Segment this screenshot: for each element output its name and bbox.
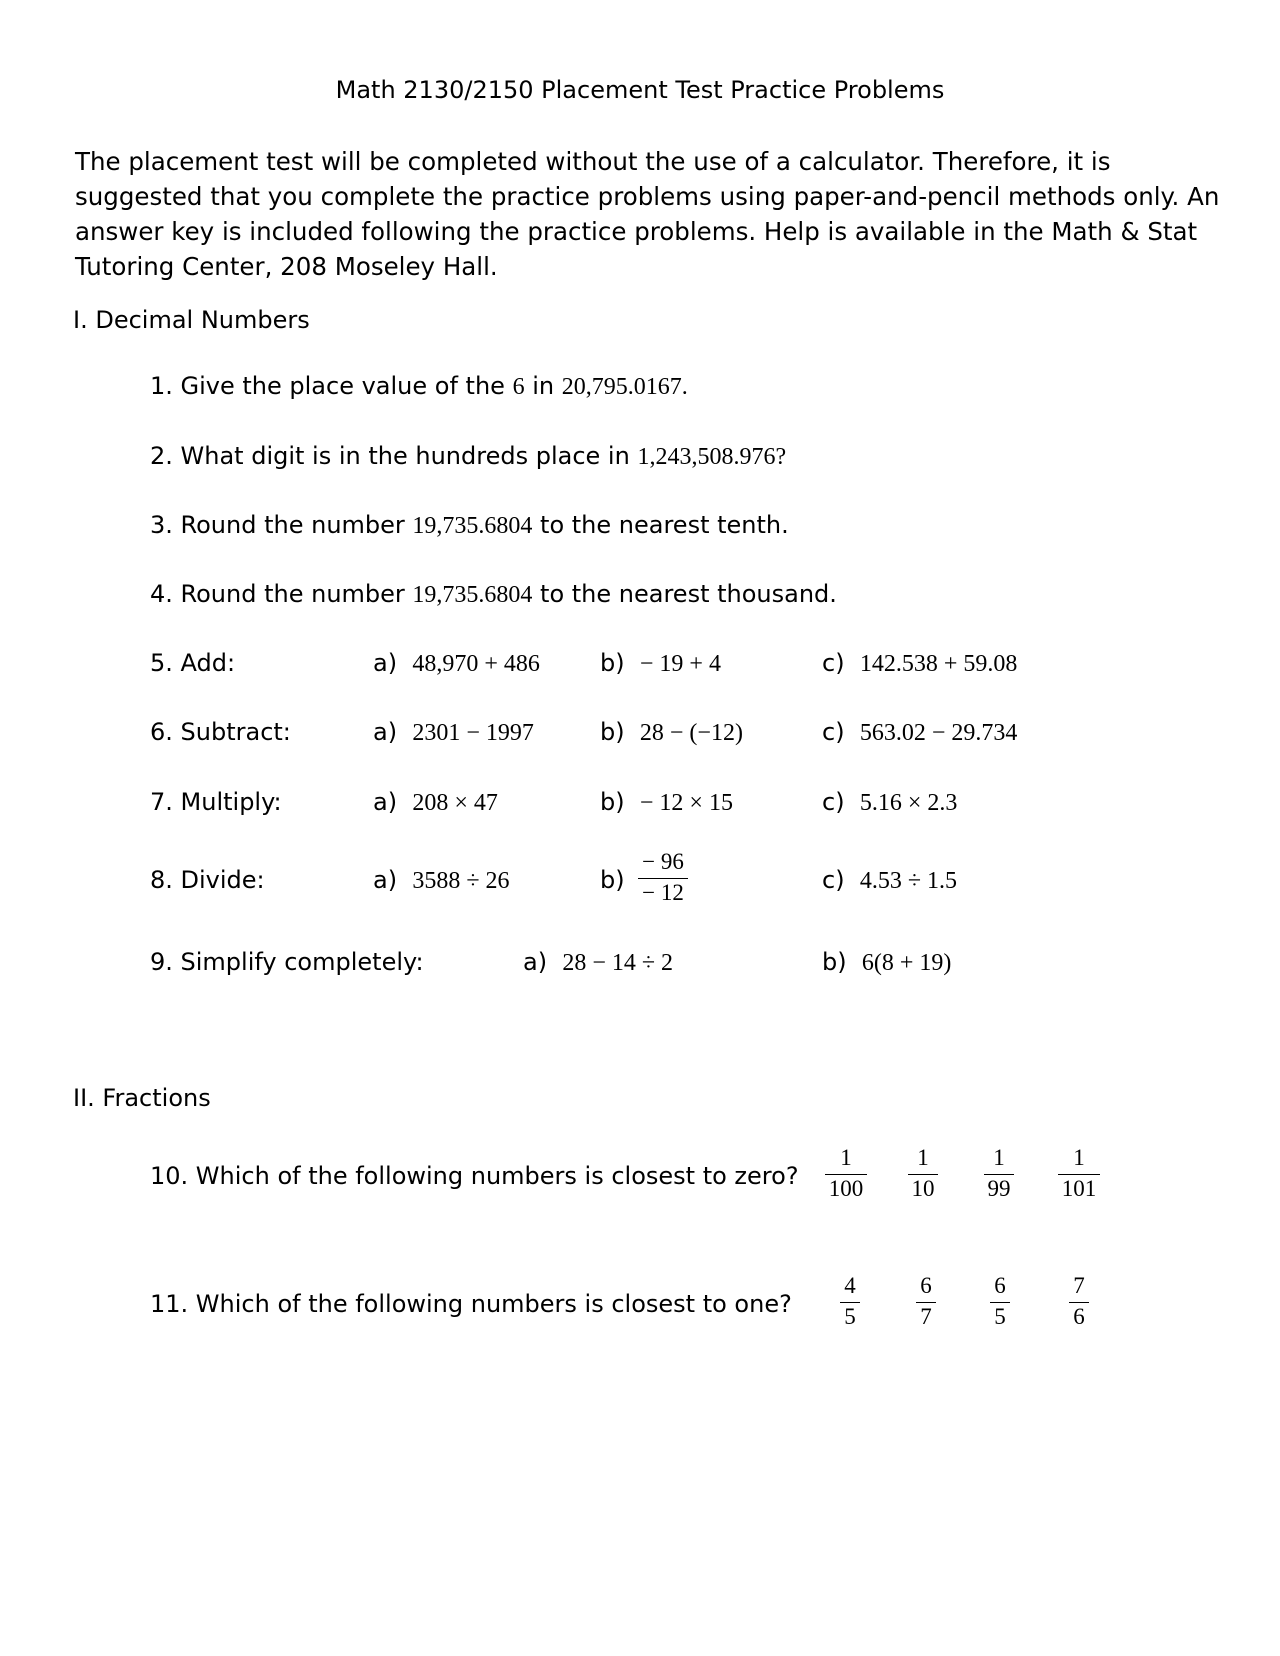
question-4-number: 19,735.6804 bbox=[412, 582, 533, 608]
question-7b bbox=[600, 788, 733, 817]
question-5c-expr: 142.538 + 59.08 bbox=[859, 651, 1018, 677]
question-5b-expr: − 19 + 4 bbox=[639, 651, 721, 677]
question-10-fraction-1 bbox=[825, 1144, 867, 1203]
question-8b-fraction bbox=[638, 848, 688, 907]
part-b-label: b) bbox=[600, 649, 625, 677]
question-8-label: 8. Divide: bbox=[150, 866, 265, 894]
question-7b-expr: − 12 × 15 bbox=[639, 790, 733, 816]
fraction-numerator: 6 bbox=[994, 1273, 1006, 1298]
question-10-fraction-3 bbox=[984, 1144, 1014, 1203]
part-a-label: a) bbox=[373, 649, 398, 677]
question-1 bbox=[150, 372, 688, 401]
question-11-text: 11. Which of the following numbers is closest to one? bbox=[150, 1290, 792, 1318]
question-7c bbox=[822, 788, 957, 817]
part-b-label: b) bbox=[600, 718, 625, 746]
question-10-fraction-4 bbox=[1058, 1144, 1100, 1203]
part-b-label: b) bbox=[822, 948, 847, 976]
question-3 bbox=[150, 511, 789, 540]
question-11-fraction-3 bbox=[990, 1272, 1010, 1331]
fraction-numerator: 1 bbox=[840, 1145, 852, 1170]
part-a-label: a) bbox=[523, 948, 548, 976]
question-9a bbox=[523, 948, 673, 977]
question-8a bbox=[373, 866, 510, 895]
question-8a-expr: 3588 ÷ 26 bbox=[412, 868, 510, 894]
question-10-fraction-2 bbox=[908, 1144, 938, 1203]
fraction-denominator: 5 bbox=[994, 1304, 1006, 1329]
part-c-label: c) bbox=[822, 788, 845, 816]
fraction-denominator: 7 bbox=[920, 1304, 932, 1329]
question-5c bbox=[822, 649, 1017, 678]
question-2-number: 1,243,508.976 bbox=[637, 444, 776, 470]
section-decimal-numbers: I. Decimal Numbers bbox=[73, 306, 310, 334]
question-4-text: 4. Round the number bbox=[150, 580, 413, 608]
question-9-label: 9. Simplify completely: bbox=[150, 948, 424, 976]
question-1-text: 1. Give the place value of the bbox=[150, 372, 513, 400]
fraction-denominator: 99 bbox=[987, 1176, 1011, 1201]
question-6a bbox=[373, 718, 534, 747]
part-a-label: a) bbox=[373, 788, 398, 816]
question-4-suffix: to the nearest thousand. bbox=[532, 580, 837, 608]
fraction-numerator: 7 bbox=[1073, 1273, 1085, 1298]
fraction-numerator: 1 bbox=[917, 1145, 929, 1170]
question-11-fraction-1 bbox=[840, 1272, 860, 1331]
question-9a-expr: 28 − 14 ÷ 2 bbox=[562, 950, 674, 976]
question-6a-expr: 2301 − 1997 bbox=[412, 720, 534, 746]
question-6-label: 6. Subtract: bbox=[150, 718, 291, 746]
question-7c-expr: 5.16 × 2.3 bbox=[859, 790, 958, 816]
question-7a-expr: 208 × 47 bbox=[412, 790, 498, 816]
question-1-number: 20,795.0167 bbox=[561, 374, 682, 400]
question-6b bbox=[600, 718, 743, 747]
fraction-numerator: − 96 bbox=[642, 849, 684, 874]
part-c-label: c) bbox=[822, 649, 845, 677]
question-6c-expr: 563.02 − 29.734 bbox=[859, 720, 1018, 746]
question-7-label: 7. Multiply: bbox=[150, 788, 282, 816]
intro-paragraph: The placement test will be completed without the use of a calculator. Therefore, it is suggested that you complete the practice problems using paper-and-pencil methods only. An answer key is included following the practice problems. Help is available in the Math & Stat Tutoring Center, 208 Moseley Hall. bbox=[75, 147, 1220, 281]
fraction-numerator: 1 bbox=[993, 1145, 1005, 1170]
question-10-text: 10. Which of the following numbers is closest to zero? bbox=[150, 1162, 799, 1190]
part-c-label: c) bbox=[822, 718, 845, 746]
fraction-denominator: 6 bbox=[1073, 1304, 1085, 1329]
section-fractions: II. Fractions bbox=[73, 1084, 211, 1112]
question-11-fraction-4 bbox=[1069, 1272, 1089, 1331]
question-9b-expr: 6(8 + 19) bbox=[861, 950, 952, 976]
question-7a bbox=[373, 788, 498, 817]
question-1-digit: 6 bbox=[512, 374, 525, 400]
question-3-number: 19,735.6804 bbox=[412, 513, 533, 539]
question-1-period: . bbox=[681, 374, 688, 400]
question-11-fraction-2 bbox=[916, 1272, 936, 1331]
fraction-denominator: − 12 bbox=[642, 880, 684, 905]
fraction-denominator: 5 bbox=[844, 1304, 856, 1329]
question-5a-expr: 48,970 + 486 bbox=[412, 651, 540, 677]
page-title: Math 2130/2150 Placement Test Practice Problems bbox=[335, 76, 945, 104]
question-1-in: in bbox=[524, 372, 562, 400]
fraction-numerator: 6 bbox=[920, 1273, 932, 1298]
question-5a bbox=[373, 649, 540, 678]
part-a-label: a) bbox=[373, 718, 398, 746]
fraction-denominator: 10 bbox=[911, 1176, 935, 1201]
fraction-denominator: 100 bbox=[828, 1176, 864, 1201]
part-c-label: c) bbox=[822, 866, 845, 894]
question-3-suffix: to the nearest tenth. bbox=[532, 511, 789, 539]
fraction-numerator: 1 bbox=[1073, 1145, 1085, 1170]
question-8b-label: b) bbox=[600, 866, 625, 894]
question-9b bbox=[822, 948, 951, 977]
question-2 bbox=[150, 442, 786, 471]
question-2-text: 2. What digit is in the hundreds place in bbox=[150, 442, 638, 470]
question-5-label: 5. Add: bbox=[150, 649, 236, 677]
fraction-denominator: 101 bbox=[1061, 1176, 1097, 1201]
question-6b-expr: 28 − (−12) bbox=[639, 720, 743, 746]
question-2-qmark: ? bbox=[775, 444, 787, 470]
question-5b bbox=[600, 649, 721, 678]
question-8c bbox=[822, 866, 957, 895]
question-3-text: 3. Round the number bbox=[150, 511, 413, 539]
part-a-label: a) bbox=[373, 866, 398, 894]
part-b-label: b) bbox=[600, 788, 625, 816]
question-4 bbox=[150, 580, 837, 609]
question-6c bbox=[822, 718, 1017, 747]
question-8c-expr: 4.53 ÷ 1.5 bbox=[859, 868, 957, 894]
fraction-numerator: 4 bbox=[844, 1273, 856, 1298]
